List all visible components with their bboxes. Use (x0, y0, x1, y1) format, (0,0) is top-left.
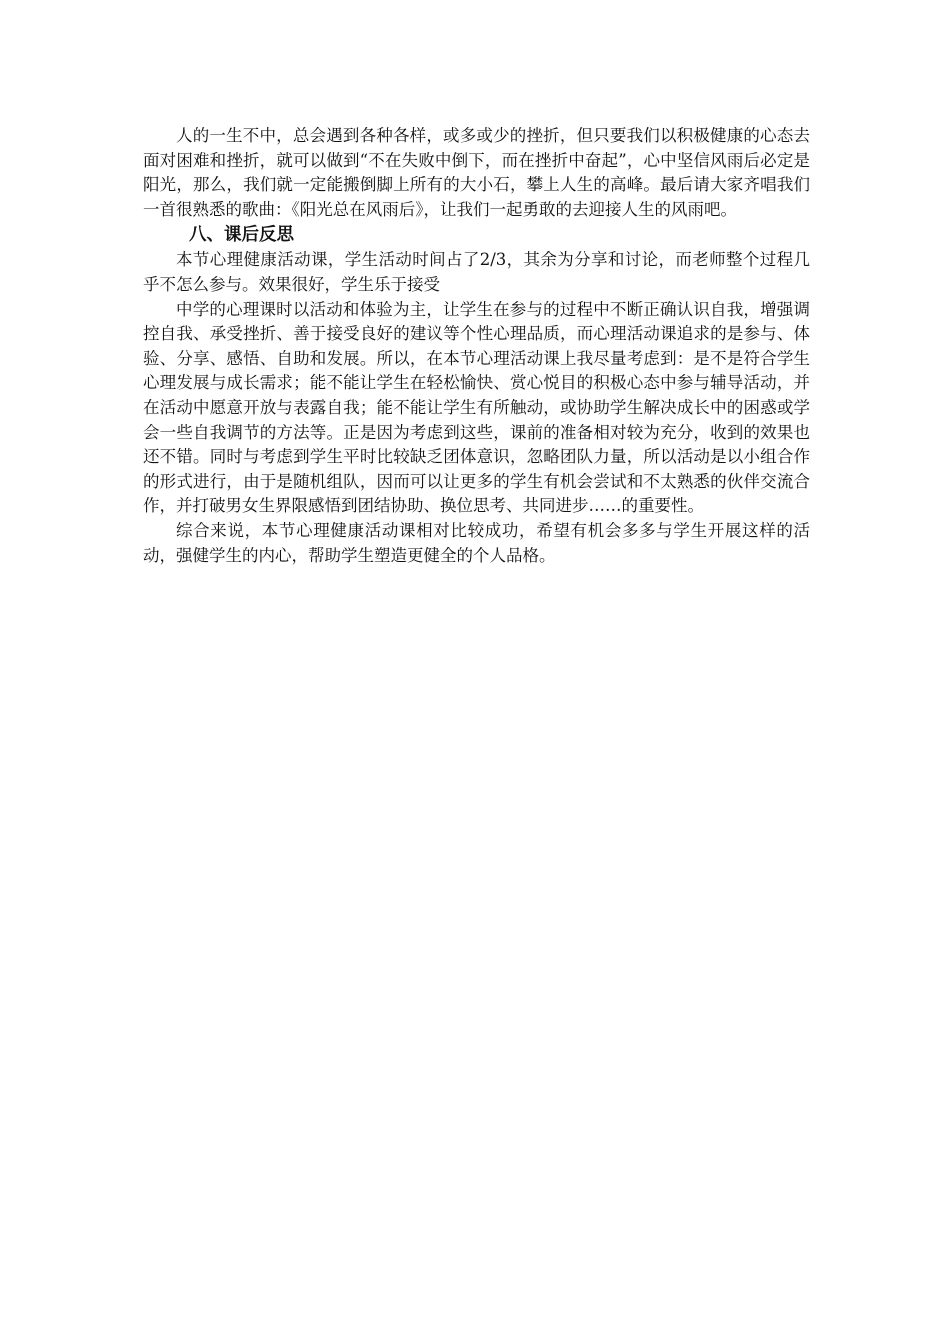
reflection-paragraph-1: 本节心理健康活动课，学生活动时间占了2/3，其余为分享和讨论，而老师整个过程几乎不怎么参与。效果很好，学生乐于接受 (143, 250, 810, 294)
document-page (143, 124, 810, 568)
closing-paragraph: 人的一生不中，总会遇到各种各样，或多或少的挫折，但只要我们以积极健康的心态去面对困难和挫折，就可以做到“不在失败中倒下，而在挫折中奋起”，心中坚信风雨后必定是阳光，那么，我们就一定能搬倒脚上所有的大小石，攀上人生的高峰。最后请大家齐唱我们一首很熟悉的歌曲：《阳光总在风雨后》，让我们一起勇敢的去迎接人生的风雨吧。 (143, 126, 810, 219)
reflection-paragraph-2: 中学的心理课时以活动和体验为主，让学生在参与的过程中不断正确认识自我，增强调控自我、承受挫折、善于接受良好的建议等个性心理品质，而心理活动课追求的是参与、体验、分享、感悟、自助和发展。所以，在本节心理活动课上我尽量考虑到：是不是符合学生心理发展与成长需求；能不能让学生在轻松愉快、赏心悦目的积极心态中参与辅导活动，并在活动中愿意开放与表露自我；能不能让学生有所触动，或协助学生解决成长中的困惑或学会一些自我调节的方法等。正是因为考虑到这些，课前的准备相对较为充分，收到的效果也还不错。同时与考虑到学生平时比较缺乏团体意识，忽略团队力量，所以活动是以小组合作的形式进行，由于是随机组队，因而可以让更多的学生有机会尝试和不太熟悉的伙伴交流合作，并打破男女生界限感悟到团结协助、换位思考、共同进步……的重要性。 (143, 299, 810, 516)
section-heading: 八、课后反思 (189, 225, 294, 246)
reflection-paragraph-3: 综合来说，本节心理健康活动课相对比较成功，希望有机会多多与学生开展这样的活动，强健学生的内心，帮助学生塑造更健全的个人品格。 (143, 520, 810, 565)
